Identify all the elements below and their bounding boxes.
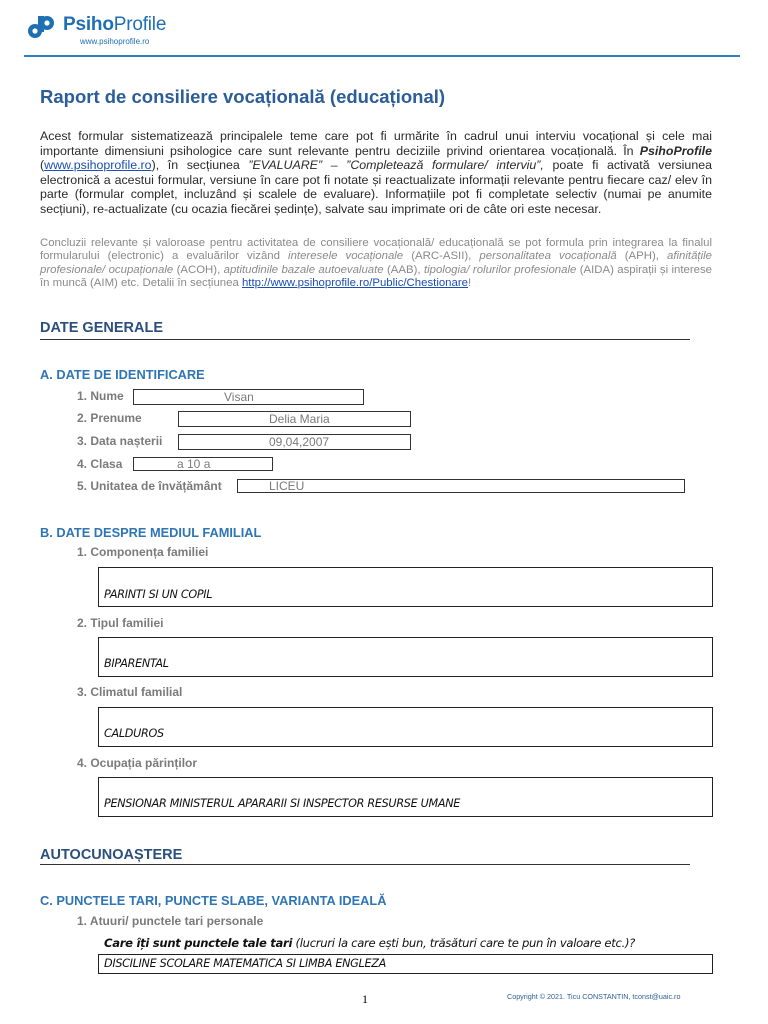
section-divider	[40, 339, 690, 340]
strengths-label: 1. Atuuri/ punctele tari personale	[77, 914, 264, 928]
brand-name: PsihoProfile	[63, 14, 167, 35]
school-label: 5. Unitatea de învățământ	[77, 479, 222, 493]
family-type-label: 2. Tipul familiei	[77, 616, 164, 630]
parents-occupation-label: 4. Ocupația părinților	[77, 756, 198, 770]
strengths-question: Care îți sunt punctele tale tari (lucruri la care ești bun, trăsături care te pun în valoare etc.)?	[104, 936, 636, 950]
chestionare-link[interactable]: http://www.psihoprofile.ro/Public/Chestionare	[241, 277, 468, 290]
family-climate-label: 3. Climatul familial	[77, 685, 183, 699]
conclusions-paragraph: Concluzii relevante și valoroase pentru activitatea de consiliere vocațională/ educațională se pot formula prin integrarea la finalul formularului (electronic) a evaluărilor vizând interesele vocaționale (ARC-ASII), personalitatea vocațională (APH), afinitățile profesionale/ ocupaționale (ACOH), aptitudinile bazale autoevaluate (AAB), tipologia/ rolurilor profesionale (AIDA) aspirații și interese în muncă (AIM) etc. Detalii în secțiunea http://www.psihoprofile.ro/Public/Chestionare!	[40, 237, 712, 290]
strengths-answer-value: DISCILINE SCOLARE MATEMATICA SI LIMBA ENGLEZA	[104, 957, 386, 970]
brand-url[interactable]: www.psihoprofile.ro	[80, 37, 150, 46]
page-title: Raport de consiliere vocațională (educațional)	[40, 86, 446, 107]
family-composition-label: 1. Componența familiei	[77, 545, 209, 559]
parents-occupation-value: PENSIONAR MINISTERUL APARARII SI INSPECTOR RESURSE UMANE	[104, 797, 461, 810]
family-type-box[interactable]	[98, 637, 713, 677]
section-heading-self: AUTOCUNOAȘTERE	[40, 847, 183, 863]
school-field[interactable]: LICEU	[237, 479, 685, 493]
intro-paragraph: Acest formular sistematizează principalele teme care pot fi urmărite în cadrul unui interviu vocațional și cele mai importante dimensiuni psihologice care sunt relevante pentru deciziile privind orientarea vocațională. În PsihoProfile (www.psihoprofile.ro), în secțiunea ”EVALUARE” – ”Completează formulare/ interviu”, poate fi activată versiunea electronică a acestui formular, versiune în care pot fi notate și reactualizate informații relevante pentru fiecare caz/ elev în parte (formular complet, incluzând și scalele de evaluare). Informațiile pot fi completate selectiv (numai pe anumite secțiuni), re-actualizate (cu ocazia fiecărei ședințe), salvate sau imprimate ori de câte ori este necesar.	[40, 129, 712, 216]
family-climate-value: CALDUROS	[104, 727, 164, 740]
class-label: 4. Clasa	[77, 457, 123, 471]
family-composition-box[interactable]	[98, 567, 713, 607]
first-name-field[interactable]: Delia Maria	[178, 411, 411, 427]
family-heading: B. DATE DESPRE MEDIUL FAMILIAL	[40, 525, 262, 540]
family-type-value: BIPARENTAL	[104, 657, 169, 670]
psihoprofile-logo-icon	[26, 14, 58, 40]
name-label: 1. Nume	[77, 389, 124, 403]
section-heading-general: DATE GENERALE	[40, 320, 163, 336]
first-name-label: 2. Prenume	[77, 411, 142, 425]
identification-heading: A. DATE DE IDENTIFICARE	[40, 367, 205, 382]
header-divider	[24, 55, 740, 57]
family-climate-box[interactable]	[98, 707, 713, 747]
birth-date-field[interactable]: 09,04,2007	[178, 434, 411, 450]
copyright-text: Copyright © 2021. Ticu CONSTANTIN, tconst@uaic.ro	[507, 992, 681, 1001]
name-field[interactable]: Visan	[133, 389, 364, 405]
birth-date-label: 3. Data nașterii	[77, 434, 163, 448]
page-number: 1	[362, 992, 368, 1006]
section-divider	[40, 864, 690, 865]
psihoprofile-link[interactable]: www.psihoprofile.ro	[44, 158, 152, 173]
family-composition-value: PARINTI SI UN COPIL	[104, 588, 213, 601]
strengths-heading: C. PUNCTELE TARI, PUNCTE SLABE, VARIANTA IDEALĂ	[40, 893, 387, 908]
class-field[interactable]: a 10 a	[133, 457, 273, 471]
